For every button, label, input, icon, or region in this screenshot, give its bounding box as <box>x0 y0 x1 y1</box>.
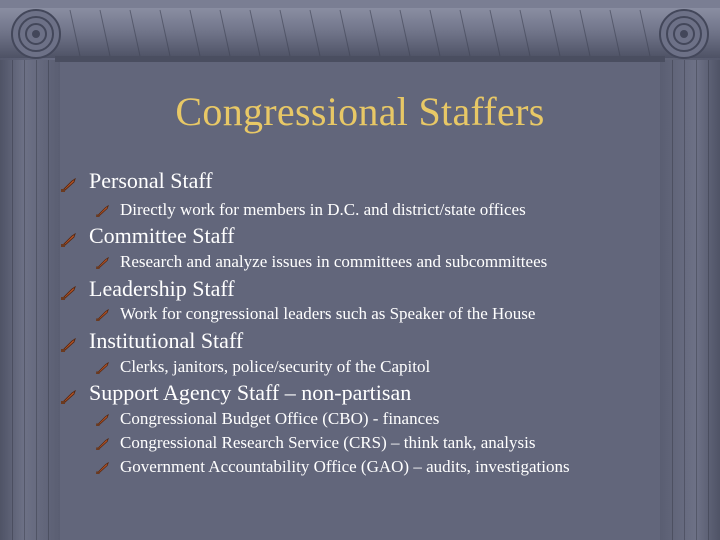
list-item <box>89 223 235 249</box>
slide-title: Congressional Staffers <box>175 89 545 134</box>
list-item <box>120 252 547 272</box>
pen-nib-bullet-icon <box>96 254 110 274</box>
right-column <box>660 60 720 540</box>
list-item-text: Clerks, janitors, police/security of the Capitol <box>120 357 431 376</box>
list-item-text: Committee Staff <box>89 223 235 248</box>
list-item-text: Support Agency Staff – non-partisan <box>89 380 412 405</box>
list-item-text: Government Accountability Office (GAO) – audits, investigations <box>120 457 570 476</box>
list-item-text: Congressional Budget Office (CBO) - finances <box>120 409 440 428</box>
pen-nib-bullet-icon <box>96 359 110 379</box>
right-volute-icon <box>660 10 708 58</box>
list-item-text: Personal Staff <box>89 168 213 193</box>
pen-nib-bullet-icon <box>96 459 110 479</box>
list-item <box>89 380 411 406</box>
list-item <box>89 276 235 302</box>
left-column <box>0 60 60 540</box>
left-volute-icon <box>12 10 60 58</box>
pen-nib-bullet-icon <box>61 172 77 198</box>
pen-nib-bullet-icon <box>96 435 110 455</box>
list-item <box>89 328 243 354</box>
pen-nib-bullet-icon <box>61 332 77 358</box>
list-item-text: Work for congressional leaders such as Speaker of the House <box>120 304 536 323</box>
list-item <box>120 200 526 220</box>
column-capital-frame <box>0 0 720 66</box>
list-item <box>89 168 213 194</box>
pen-nib-bullet-icon <box>61 227 77 253</box>
list-item-text: Research and analyze issues in committees and subcommittees <box>120 252 548 271</box>
pen-nib-bullet-icon <box>96 202 110 222</box>
list-item <box>120 304 535 324</box>
list-item-text: Congressional Research Service (CRS) – think tank, analysis <box>120 433 536 452</box>
list-item <box>120 433 535 453</box>
list-item <box>120 457 570 477</box>
list-item-text: Institutional Staff <box>89 328 244 353</box>
list-item-text: Leadership Staff <box>89 276 235 301</box>
list-item-text: Directly work for members in D.C. and district/state offices <box>120 200 526 219</box>
pen-nib-bullet-icon <box>61 280 77 306</box>
pen-nib-bullet-icon <box>96 306 110 326</box>
pen-nib-bullet-icon <box>61 384 77 410</box>
list-item <box>120 409 439 429</box>
list-item <box>120 357 430 377</box>
pen-nib-bullet-icon <box>96 411 110 431</box>
